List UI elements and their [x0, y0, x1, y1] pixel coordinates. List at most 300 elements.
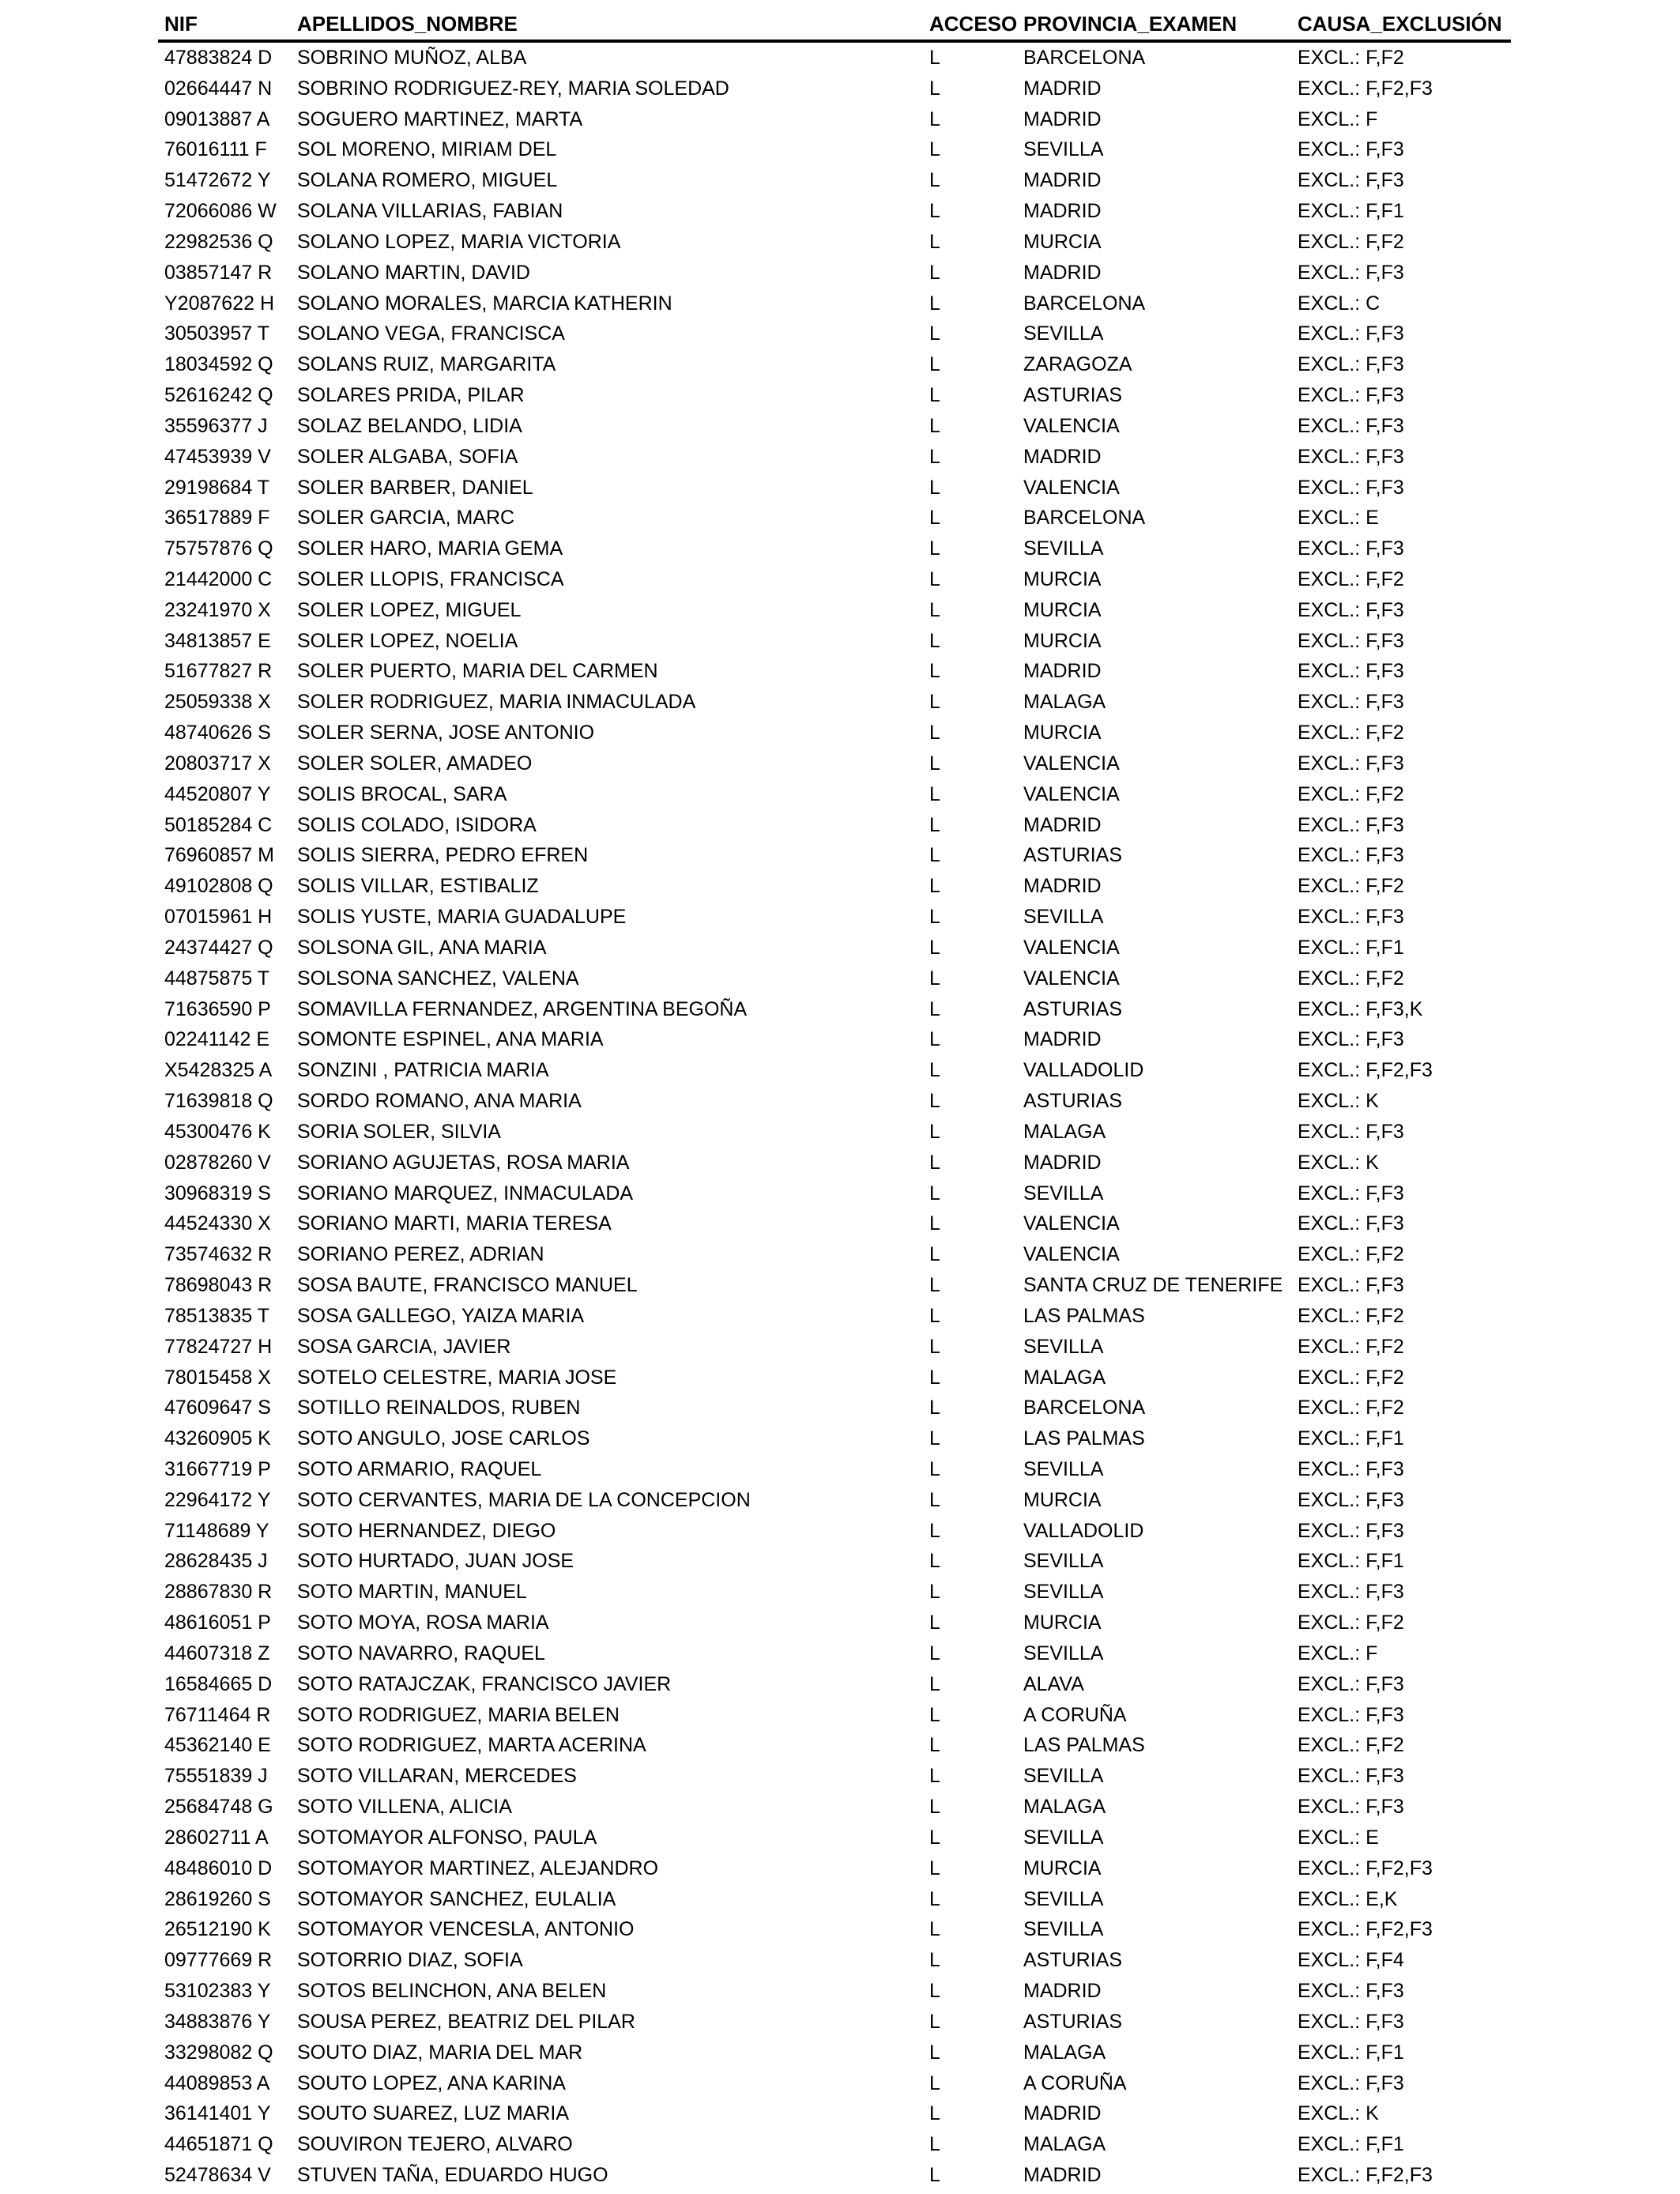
cell-nif: 75551839 J	[164, 1765, 268, 1788]
table-row	[158, 1700, 1511, 1731]
cell-nif: 02878260 V	[164, 1151, 271, 1174]
table-row	[158, 349, 1511, 380]
cell-acceso: L	[929, 507, 940, 530]
cell-acceso: L	[929, 1274, 940, 1297]
cell-nif: 02241142 E	[164, 1028, 269, 1051]
cell-acceso: L	[929, 691, 940, 714]
cell-causa-exclusion: EXCL.: F,F3	[1298, 906, 1404, 929]
cell-acceso: L	[929, 1796, 940, 1819]
cell-acceso: L	[929, 660, 940, 683]
cell-provincia-examen: MADRID	[1023, 77, 1102, 100]
cell-apellidos-nombre: SOLIS BROCAL, SARA	[297, 782, 507, 805]
cell-apellidos-nombre: SOTOMAYOR ALFONSO, PAULA	[297, 1826, 597, 1849]
table-row	[158, 1577, 1511, 1608]
cell-causa-exclusion: EXCL.: F,F3	[1298, 752, 1404, 775]
cell-provincia-examen: SEVILLA	[1023, 1642, 1104, 1664]
cell-apellidos-nombre: SORIANO MARTI, MARIA TERESA	[297, 1212, 612, 1235]
cell-causa-exclusion: EXCL.: F,F3	[1298, 1796, 1404, 1819]
cell-causa-exclusion: EXCL.: F,F3	[1298, 629, 1404, 652]
cell-causa-exclusion: EXCL.: F,F2	[1298, 875, 1404, 898]
cell-acceso: L	[929, 1887, 940, 1910]
cell-apellidos-nombre: SOLER RODRIGUEZ, MARIA INMACULADA	[297, 691, 696, 714]
cell-causa-exclusion: EXCL.: F,F1	[1298, 2133, 1404, 2156]
cell-provincia-examen: MURCIA	[1023, 722, 1102, 745]
cell-nif: 21442000 C	[164, 567, 273, 590]
cell-causa-exclusion: EXCL.: K	[1298, 2102, 1379, 2125]
cell-provincia-examen: MURCIA	[1023, 629, 1102, 652]
cell-provincia-examen: LAS PALMAS	[1023, 1304, 1145, 1327]
cell-nif: Y2087622 H	[164, 292, 275, 315]
cell-nif: 36141401 Y	[164, 2102, 271, 2125]
cell-causa-exclusion: EXCL.: F,F2	[1298, 967, 1404, 990]
cell-provincia-examen: MALAGA	[1023, 1366, 1106, 1389]
cell-causa-exclusion: EXCL.: F,F3	[1298, 1581, 1404, 1604]
cell-causa-exclusion: EXCL.: F,F3	[1298, 598, 1404, 621]
cell-causa-exclusion: EXCL.: F	[1298, 107, 1378, 130]
cell-causa-exclusion: EXCL.: F,F3	[1298, 691, 1404, 714]
table-row	[158, 1945, 1511, 1976]
cell-nif: 18034592 Q	[164, 353, 273, 376]
cell-nif: 50185284 C	[164, 813, 273, 836]
cell-causa-exclusion: EXCL.: F,F3	[1298, 1274, 1404, 1297]
cell-acceso: L	[929, 1151, 940, 1174]
cell-provincia-examen: A CORUÑA	[1023, 1703, 1127, 1726]
table-body	[158, 43, 1511, 2191]
table-row	[158, 1086, 1511, 1117]
table-row	[158, 1731, 1511, 1762]
cell-apellidos-nombre: SONZINI , PATRICIA MARIA	[297, 1059, 549, 1082]
cell-provincia-examen: VALENCIA	[1023, 1212, 1120, 1235]
header-acceso: ACCESO	[929, 11, 1018, 36]
cell-apellidos-nombre: SOTOS BELINCHON, ANA BELEN	[297, 1980, 607, 2003]
cell-causa-exclusion: EXCL.: F,F1	[1298, 200, 1404, 223]
cell-causa-exclusion: EXCL.: F,F3	[1298, 476, 1404, 499]
table-row	[158, 595, 1511, 626]
table-row	[158, 104, 1511, 135]
cell-provincia-examen: VALENCIA	[1023, 967, 1120, 990]
cell-apellidos-nombre: SOGUERO MARTINEZ, MARTA	[297, 107, 583, 130]
cell-provincia-examen: MADRID	[1023, 1980, 1102, 2003]
cell-nif: 34813857 E	[164, 629, 271, 652]
cell-apellidos-nombre: SOLER SERNA, JOSE ANTONIO	[297, 722, 595, 745]
cell-nif: 03857147 R	[164, 261, 273, 284]
cell-nif: 76016111 F	[164, 138, 267, 161]
cell-apellidos-nombre: SOTO ANGULO, JOSE CARLOS	[297, 1427, 590, 1450]
cell-apellidos-nombre: SOLER LOPEZ, NOELIA	[297, 629, 518, 652]
cell-nif: 44524330 X	[164, 1212, 271, 1235]
cell-acceso: L	[929, 1427, 940, 1450]
cell-acceso: L	[929, 1120, 940, 1143]
cell-causa-exclusion: EXCL.: F,F2	[1298, 1366, 1404, 1389]
table-row	[158, 43, 1511, 74]
cell-nif: 31667719 P	[164, 1458, 271, 1480]
cell-apellidos-nombre: SOTOMAYOR VENCESLA, ANTONIO	[297, 1918, 635, 1941]
cell-nif: 53102383 Y	[164, 1980, 271, 2003]
cell-causa-exclusion: EXCL.: F,F3	[1298, 1980, 1404, 2003]
cell-acceso: L	[929, 230, 940, 253]
table-row	[158, 1239, 1511, 1270]
cell-acceso: L	[929, 2133, 940, 2156]
cell-nif: 77824727 H	[164, 1335, 273, 1358]
cell-causa-exclusion: EXCL.: F,F3	[1298, 169, 1404, 192]
cell-apellidos-nombre: SOLIS SIERRA, PEDRO EFREN	[297, 844, 589, 867]
cell-nif: 71636590 P	[164, 997, 271, 1020]
cell-apellidos-nombre: SORIANO MARQUEZ, INMACULADA	[297, 1182, 634, 1204]
cell-provincia-examen: MADRID	[1023, 261, 1102, 284]
cell-causa-exclusion: EXCL.: E	[1298, 507, 1379, 530]
cell-acceso: L	[929, 1672, 940, 1695]
table-row	[158, 1332, 1511, 1363]
cell-causa-exclusion: EXCL.: E	[1298, 1826, 1379, 1849]
cell-acceso: L	[929, 782, 940, 805]
cell-nif: 76960857 M	[164, 844, 275, 867]
cell-nif: 51677827 R	[164, 660, 273, 683]
cell-acceso: L	[929, 813, 940, 836]
cell-nif: 23241970 X	[164, 598, 271, 621]
cell-acceso: L	[929, 567, 940, 590]
cell-acceso: L	[929, 77, 940, 100]
cell-nif: 78513835 T	[164, 1304, 269, 1327]
cell-provincia-examen: MADRID	[1023, 2102, 1102, 2125]
table-row	[158, 994, 1511, 1025]
cell-causa-exclusion: EXCL.: F	[1298, 1642, 1378, 1664]
cell-causa-exclusion: EXCL.: F,F3	[1298, 414, 1404, 437]
cell-apellidos-nombre: SOSA BAUTE, FRANCISCO MANUEL	[297, 1274, 638, 1297]
cell-provincia-examen: MADRID	[1023, 107, 1102, 130]
cell-provincia-examen: MADRID	[1023, 1151, 1102, 1174]
cell-provincia-examen: SEVILLA	[1023, 138, 1104, 161]
cell-apellidos-nombre: SOL MORENO, MIRIAM DEL	[297, 138, 557, 161]
table-row	[158, 533, 1511, 564]
cell-apellidos-nombre: SOTILLO REINALDOS, RUBEN	[297, 1397, 581, 1419]
cell-provincia-examen: ASTURIAS	[1023, 384, 1123, 407]
table-row	[158, 1025, 1511, 1056]
header-apellidos-nombre: APELLIDOS_NOMBRE	[297, 11, 518, 36]
cell-nif: 72066086 W	[164, 200, 277, 223]
table-row	[158, 1208, 1511, 1239]
cell-acceso: L	[929, 1028, 940, 1051]
cell-acceso: L	[929, 1458, 940, 1480]
cell-apellidos-nombre: SOTO NAVARRO, RAQUEL	[297, 1642, 545, 1664]
cell-nif: 47453939 V	[164, 445, 271, 468]
cell-acceso: L	[929, 169, 940, 192]
cell-apellidos-nombre: SOTORRIO DIAZ, SOFIA	[297, 1949, 523, 1972]
cell-apellidos-nombre: SOBRINO RODRIGUEZ-REY, MARIA SOLEDAD	[297, 77, 729, 100]
cell-apellidos-nombre: SOLER PUERTO, MARIA DEL CARMEN	[297, 660, 658, 683]
table-row	[158, 657, 1511, 688]
table-row	[158, 1547, 1511, 1578]
cell-nif: 09777669 R	[164, 1949, 273, 1972]
cell-apellidos-nombre: SOTO RODRIGUEZ, MARIA BELEN	[297, 1703, 620, 1726]
cell-nif: 52616242 Q	[164, 384, 273, 407]
table-row	[158, 1055, 1511, 1086]
cell-provincia-examen: MURCIA	[1023, 1857, 1102, 1879]
cell-provincia-examen: VALENCIA	[1023, 476, 1120, 499]
cell-acceso: L	[929, 1642, 940, 1664]
cell-causa-exclusion: EXCL.: F,F2,F3	[1298, 77, 1433, 100]
cell-causa-exclusion: EXCL.: F,F2	[1298, 230, 1404, 253]
cell-apellidos-nombre: SOLER LOPEZ, MIGUEL	[297, 598, 522, 621]
table-row	[158, 2038, 1511, 2068]
cell-acceso: L	[929, 261, 940, 284]
cell-acceso: L	[929, 2102, 940, 2125]
cell-acceso: L	[929, 1366, 940, 1389]
cell-nif: 76711464 R	[164, 1703, 271, 1726]
cell-acceso: L	[929, 967, 940, 990]
cell-acceso: L	[929, 906, 940, 929]
cell-acceso: L	[929, 1182, 940, 1204]
cell-provincia-examen: ASTURIAS	[1023, 1949, 1123, 1972]
cell-acceso: L	[929, 384, 940, 407]
cell-acceso: L	[929, 1059, 940, 1082]
cell-apellidos-nombre: SOLER LLOPIS, FRANCISCA	[297, 567, 564, 590]
cell-provincia-examen: MALAGA	[1023, 691, 1106, 714]
cell-nif: 33298082 Q	[164, 2041, 273, 2064]
table-row	[158, 564, 1511, 595]
cell-provincia-examen: VALLADOLID	[1023, 1059, 1144, 1082]
cell-apellidos-nombre: SOTOMAYOR SANCHEZ, EULALIA	[297, 1887, 616, 1910]
cell-provincia-examen: SEVILLA	[1023, 1918, 1104, 1941]
cell-nif: 45300476 K	[164, 1120, 271, 1143]
cell-apellidos-nombre: SOTO CERVANTES, MARIA DE LA CONCEPCION	[297, 1488, 751, 1511]
cell-acceso: L	[929, 1397, 940, 1419]
cell-causa-exclusion: EXCL.: F,F1	[1298, 936, 1404, 959]
cell-provincia-examen: SEVILLA	[1023, 1765, 1104, 1788]
cell-nif: 36517889 F	[164, 507, 270, 530]
cell-nif: 75757876 Q	[164, 537, 273, 560]
cell-acceso: L	[929, 1550, 940, 1573]
cell-acceso: L	[929, 997, 940, 1020]
header-causa-exclusion: CAUSA_EXCLUSIÓN	[1298, 11, 1502, 36]
cell-acceso: L	[929, 1857, 940, 1879]
table-row	[158, 779, 1511, 810]
cell-acceso: L	[929, 1826, 940, 1849]
cell-provincia-examen: LAS PALMAS	[1023, 1734, 1145, 1757]
cell-apellidos-nombre: SOTO MARTIN, MANUEL	[297, 1581, 527, 1604]
table-row	[158, 288, 1511, 319]
table-row	[158, 1608, 1511, 1638]
cell-provincia-examen: MALAGA	[1023, 1120, 1106, 1143]
table-row	[158, 1270, 1511, 1301]
cell-causa-exclusion: EXCL.: F,F3	[1298, 353, 1404, 376]
cell-apellidos-nombre: SOTO HURTADO, JUAN JOSE	[297, 1550, 574, 1573]
cell-apellidos-nombre: SOUVIRON TEJERO, ALVARO	[297, 2133, 573, 2156]
cell-causa-exclusion: EXCL.: F,F2	[1298, 46, 1404, 69]
cell-causa-exclusion: EXCL.: K	[1298, 1090, 1379, 1113]
cell-apellidos-nombre: SOLANO LOPEZ, MARIA VICTORIA	[297, 230, 621, 253]
cell-acceso: L	[929, 1335, 940, 1358]
cell-apellidos-nombre: SOLER BARBER, DANIEL	[297, 476, 533, 499]
cell-causa-exclusion: EXCL.: C	[1298, 292, 1381, 315]
cell-apellidos-nombre: SOLANO VEGA, FRANCISCA	[297, 322, 565, 345]
cell-acceso: L	[929, 138, 940, 161]
cell-acceso: L	[929, 476, 940, 499]
cell-provincia-examen: SEVILLA	[1023, 1458, 1104, 1480]
cell-acceso: L	[929, 1612, 940, 1634]
cell-nif: 43260905 K	[164, 1427, 271, 1450]
cell-nif: 45362140 E	[164, 1734, 271, 1757]
cell-provincia-examen: MURCIA	[1023, 1612, 1102, 1634]
table-row	[158, 810, 1511, 841]
cell-causa-exclusion: EXCL.: F,F3	[1298, 844, 1404, 867]
cell-apellidos-nombre: SOLSONA SANCHEZ, VALENA	[297, 967, 579, 990]
cell-acceso: L	[929, 752, 940, 775]
cell-acceso: L	[929, 1304, 940, 1327]
cell-provincia-examen: BARCELONA	[1023, 292, 1146, 315]
table-row	[158, 871, 1511, 902]
cell-acceso: L	[929, 1519, 940, 1542]
cell-causa-exclusion: EXCL.: F,F3	[1298, 1458, 1404, 1480]
cell-apellidos-nombre: SOSA GALLEGO, YAIZA MARIA	[297, 1304, 585, 1327]
cell-nif: 52478634 V	[164, 2164, 271, 2187]
cell-apellidos-nombre: SOTO ARMARIO, RAQUEL	[297, 1458, 542, 1480]
cell-acceso: L	[929, 1980, 940, 2003]
cell-acceso: L	[929, 844, 940, 867]
cell-nif: 20803717 X	[164, 752, 271, 775]
cell-apellidos-nombre: SOSA GARCIA, JAVIER	[297, 1335, 511, 1358]
cell-nif: 24374427 Q	[164, 936, 273, 959]
cell-apellidos-nombre: SOTO HERNANDEZ, DIEGO	[297, 1519, 556, 1542]
cell-provincia-examen: VALENCIA	[1023, 782, 1120, 805]
cell-causa-exclusion: EXCL.: F,F2,F3	[1298, 1918, 1433, 1941]
cell-acceso: L	[929, 936, 940, 959]
cell-provincia-examen: MURCIA	[1023, 567, 1102, 590]
cell-provincia-examen: VALENCIA	[1023, 1243, 1120, 1266]
table-row	[158, 196, 1511, 227]
cell-nif: 09013887 A	[164, 107, 270, 130]
cell-nif: 30968319 S	[164, 1182, 271, 1204]
cell-apellidos-nombre: SOLIS COLADO, ISIDORA	[297, 813, 537, 836]
cell-nif: 22964172 Y	[164, 1488, 271, 1511]
cell-nif: 16584665 D	[164, 1672, 273, 1695]
table-row	[158, 963, 1511, 994]
cell-apellidos-nombre: SOLANA VILLARIAS, FABIAN	[297, 200, 563, 223]
table-row	[158, 503, 1511, 533]
cell-acceso: L	[929, 445, 940, 468]
cell-causa-exclusion: EXCL.: F,F3	[1298, 1703, 1404, 1726]
table-row	[158, 626, 1511, 657]
table-row	[158, 1454, 1511, 1485]
cell-apellidos-nombre: SORIA SOLER, SILVIA	[297, 1120, 501, 1143]
table-row	[158, 165, 1511, 196]
cell-causa-exclusion: EXCL.: F,F3	[1298, 1028, 1404, 1051]
table-row	[158, 473, 1511, 503]
cell-causa-exclusion: EXCL.: F,F2,F3	[1298, 2164, 1433, 2187]
cell-causa-exclusion: EXCL.: F,F1	[1298, 2041, 1404, 2064]
cell-provincia-examen: MALAGA	[1023, 1796, 1106, 1819]
cell-acceso: L	[929, 322, 940, 345]
cell-provincia-examen: ASTURIAS	[1023, 844, 1123, 867]
cell-nif: 44875875 T	[164, 967, 269, 990]
table-row	[158, 1669, 1511, 1700]
table-row	[158, 2068, 1511, 2099]
cell-provincia-examen: MURCIA	[1023, 598, 1102, 621]
cell-provincia-examen: MADRID	[1023, 1028, 1102, 1051]
cell-nif: 47883824 D	[164, 46, 273, 69]
cell-causa-exclusion: EXCL.: F,F3	[1298, 1519, 1404, 1542]
cell-provincia-examen: ASTURIAS	[1023, 997, 1123, 1020]
cell-acceso: L	[929, 2164, 940, 2187]
table-row	[158, 1853, 1511, 1884]
table-row	[158, 2098, 1511, 2129]
excluded-candidates-table	[158, 8, 1511, 2191]
cell-nif: 78015458 X	[164, 1366, 271, 1389]
cell-nif: 48486010 D	[164, 1857, 273, 1879]
cell-provincia-examen: SEVILLA	[1023, 1550, 1104, 1573]
table-row	[158, 74, 1511, 104]
table-header	[158, 8, 1511, 43]
table-row	[158, 1393, 1511, 1423]
table-row	[158, 718, 1511, 748]
cell-causa-exclusion: EXCL.: F,F2	[1298, 567, 1404, 590]
cell-causa-exclusion: EXCL.: F,F3	[1298, 1212, 1404, 1235]
cell-acceso: L	[929, 1488, 940, 1511]
cell-causa-exclusion: EXCL.: F,F3	[1298, 322, 1404, 345]
cell-apellidos-nombre: SORIANO AGUJETAS, ROSA MARIA	[297, 1151, 630, 1174]
cell-causa-exclusion: EXCL.: F,F2	[1298, 1243, 1404, 1266]
table-row	[158, 227, 1511, 258]
table-row	[158, 1363, 1511, 1393]
cell-causa-exclusion: EXCL.: F,F2,F3	[1298, 1857, 1433, 1879]
cell-acceso: L	[929, 2010, 940, 2033]
table-row	[158, 1884, 1511, 1915]
cell-causa-exclusion: EXCL.: F,F3	[1298, 384, 1404, 407]
cell-provincia-examen: MALAGA	[1023, 2133, 1106, 2156]
cell-apellidos-nombre: SOUTO DIAZ, MARIA DEL MAR	[297, 2041, 583, 2064]
cell-apellidos-nombre: SOTOMAYOR MARTINEZ, ALEJANDRO	[297, 1857, 659, 1879]
cell-provincia-examen: VALLADOLID	[1023, 1519, 1144, 1542]
cell-apellidos-nombre: SOMAVILLA FERNANDEZ, ARGENTINA BEGOÑA	[297, 997, 748, 1020]
cell-provincia-examen: SEVILLA	[1023, 1335, 1104, 1358]
cell-provincia-examen: SEVILLA	[1023, 322, 1104, 345]
cell-nif: 28867830 R	[164, 1581, 273, 1604]
cell-nif: 30503957 T	[164, 322, 269, 345]
cell-nif: 71639818 Q	[164, 1090, 273, 1113]
cell-causa-exclusion: EXCL.: F,F2	[1298, 1397, 1404, 1419]
cell-apellidos-nombre: SOLSONA GIL, ANA MARIA	[297, 936, 547, 959]
cell-causa-exclusion: EXCL.: F,F2	[1298, 722, 1404, 745]
cell-acceso: L	[929, 537, 940, 560]
cell-provincia-examen: SEVILLA	[1023, 1581, 1104, 1604]
cell-apellidos-nombre: SOMONTE ESPINEL, ANA MARIA	[297, 1028, 604, 1051]
cell-acceso: L	[929, 1734, 940, 1757]
cell-provincia-examen: A CORUÑA	[1023, 2071, 1127, 2094]
cell-apellidos-nombre: SORDO ROMANO, ANA MARIA	[297, 1090, 582, 1113]
table-row	[158, 1516, 1511, 1547]
cell-apellidos-nombre: SOBRINO MUÑOZ, ALBA	[297, 46, 527, 69]
cell-acceso: L	[929, 875, 940, 898]
cell-provincia-examen: VALENCIA	[1023, 936, 1120, 959]
cell-acceso: L	[929, 46, 940, 69]
cell-provincia-examen: ZARAGOZA	[1023, 353, 1132, 376]
header-provincia-examen: PROVINCIA_EXAMEN	[1023, 11, 1237, 36]
table-row	[158, 1638, 1511, 1669]
table-row	[158, 319, 1511, 349]
cell-provincia-examen: ASTURIAS	[1023, 1090, 1123, 1113]
cell-apellidos-nombre: SOUTO LOPEZ, ANA KARINA	[297, 2071, 566, 2094]
cell-causa-exclusion: EXCL.: F,F3	[1298, 1182, 1404, 1204]
cell-nif: 28628435 J	[164, 1550, 268, 1573]
cell-provincia-examen: ALAVA	[1023, 1672, 1084, 1695]
cell-causa-exclusion: EXCL.: E,K	[1298, 1887, 1398, 1910]
cell-apellidos-nombre: SORIANO PEREZ, ADRIAN	[297, 1243, 544, 1266]
cell-apellidos-nombre: SOLER SOLER, AMADEO	[297, 752, 533, 775]
cell-provincia-examen: MADRID	[1023, 445, 1102, 468]
cell-provincia-examen: MADRID	[1023, 875, 1102, 898]
cell-apellidos-nombre: SOLAZ BELANDO, LIDIA	[297, 414, 522, 437]
cell-acceso: L	[929, 2041, 940, 2064]
table-row	[158, 1423, 1511, 1454]
